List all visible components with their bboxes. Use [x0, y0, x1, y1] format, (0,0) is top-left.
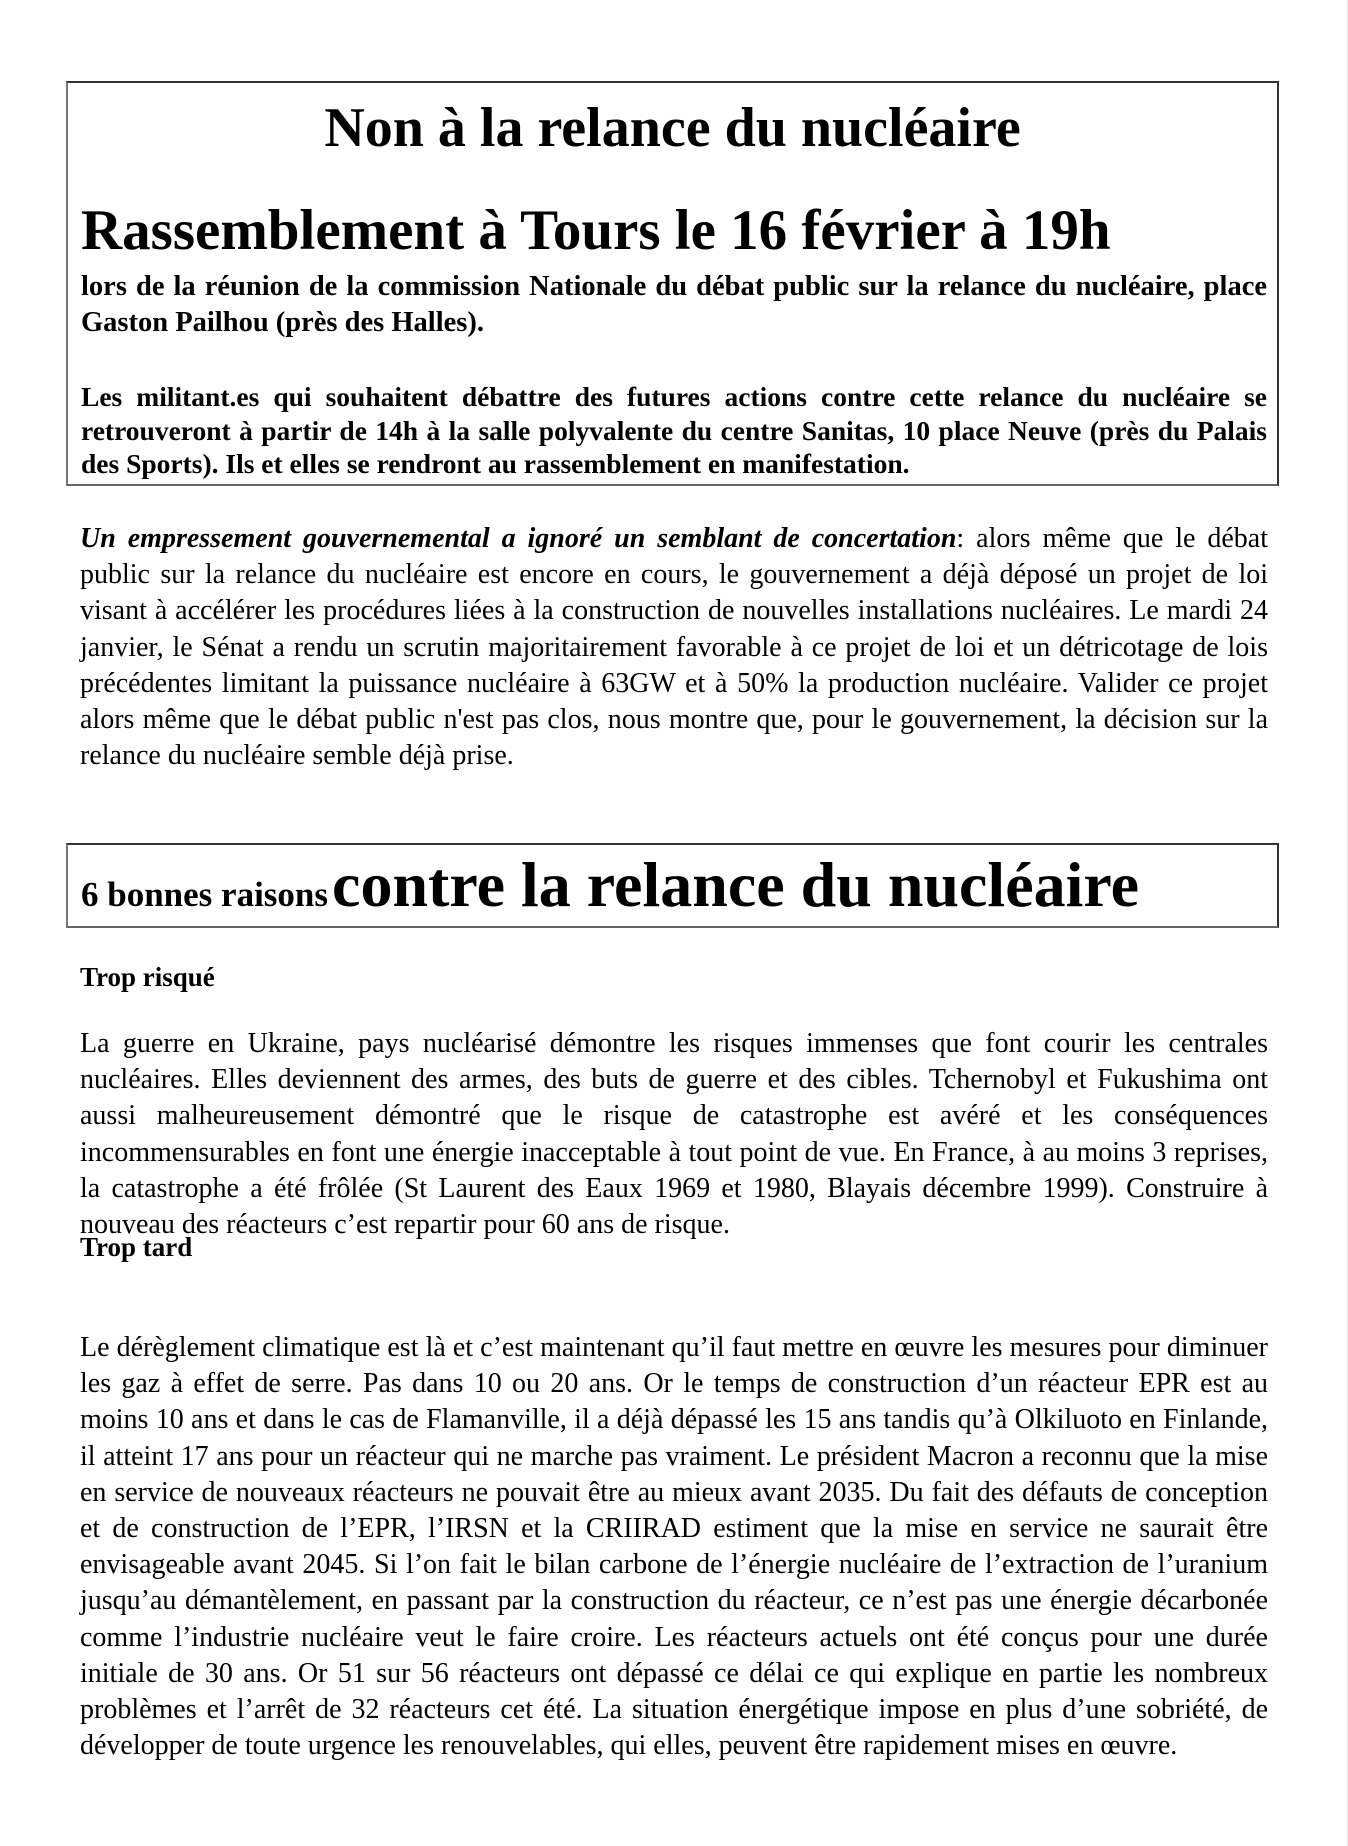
militants-paragraph: Les militant.es qui souhaitent débattre des futures actions contre cette relance du nucléaire se retrouveront à partir de 14h à la salle polyvalente du centre Sanitas, 10 place Neuve (près du Palais des Sports). Ils et elles se rendront au rassemblement en manifestation. [81, 381, 1267, 479]
reasons-box [66, 843, 1279, 928]
section-text-trop-risque: La guerre en Ukraine, pays nucléarisé démontre les risques immenses que font courir les centrales nucléaires. Elles deviennent des armes, des buts de guerre et des cibles. Tchernobyl et Fukushima ont aussi malheureusement démontré que le risque de catastrophe est avéré et les conséquences incommensurables en font une énergie inacceptable à tout point de vue. En France, à au moins 3 reprises, la catastrophe a été frôlée (St Laurent des Eaux 1969 et 1980, Blayais décembre 1999). Construire à nouveau des réacteurs c’est repartir pour 60 ans de risque. [80, 1028, 1268, 1241]
intro-paragraph [80, 521, 1268, 774]
intro-lead: Un empressement gouvernemental a ignoré un semblant de concertation [80, 523, 957, 554]
section-heading-trop-risque: Trop risqué [80, 962, 215, 992]
section-heading-trop-tard: Trop tard [80, 1232, 193, 1262]
page-title: Non à la relance du nucléaire [324, 97, 1021, 159]
intro-text: : alors même que le débat public sur la relance du nucléaire est encore en cours, le gouvernement a déjà déposé un projet de loi visant à accélérer les procédures liées à la construction de nouvelles installations nucléaires. Le mardi 24 janvier, le Sénat a rendu un scrutin majoritairement favorable à ce projet de loi et un détricotage de lois précédentes limitant la puissance nucléaire à 63GW et à 50% la production nucléaire. Valider ce projet alors même que le débat public n'est pas clos, nous montre que, pour le gouvernement, la décision sur la relance du nucléaire semble déjà prise. [80, 523, 1268, 772]
event-title: Rassemblement à Tours le 16 février à 19h [81, 199, 1111, 262]
reasons-title: contre la relance du nucléaire [332, 849, 1140, 920]
header-box [66, 81, 1279, 486]
reasons-prefix: 6 bonnes raisons [81, 875, 329, 914]
reasons-heading [81, 847, 1139, 923]
section-text-trop-tard: Le dérèglement climatique est là et c’est maintenant qu’il faut mettre en œuvre les mesures pour diminuer les gaz à effet de serre. Pas dans 10 ou 20 ans. Or le temps de construction d’un réacteur EPR est au moins 10 ans et dans le cas de Flamanville, il a déjà dépassé les 15 ans tandis qu’à Olkiluoto en Finlande, il atteint 17 ans pour un réacteur qui ne marche pas vraiment. Le président Macron a reconnu que la mise en service de nouveaux réacteurs ne pouvait être au mieux avant 2035. Du fait des défauts de conception et de construction de l’EPR, l’IRSN et la CRIIRAD estiment que la mise en service ne saurait être envisageable avant 2045. Si l’on fait le bilan carbone de l’énergie nucléaire de l’extraction de l’uranium jusqu’au démantèlement, en passant par la construction du réacteur, ce n’est pas une énergie décarbonée comme l’industrie nucléaire veut le faire croire. Les réacteurs actuels ont été conçus pour une durée initiale de 30 ans. Or 51 sur 56 réacteurs ont dépassé ce délai ce qui explique en partie les nombreux problèmes et l’arrêt de 32 réacteurs cet été. La situation énergétique impose en plus d’une sobriété, de développer de toute urgence les renouvelables, qui elles, peuvent être rapidement mises en œuvre. [80, 1332, 1268, 1762]
event-subtitle: lors de la réunion de la commission Nationale du débat public sur la relance du nucléaire, place Gaston Pailhou (près des Halles). [81, 271, 1267, 338]
